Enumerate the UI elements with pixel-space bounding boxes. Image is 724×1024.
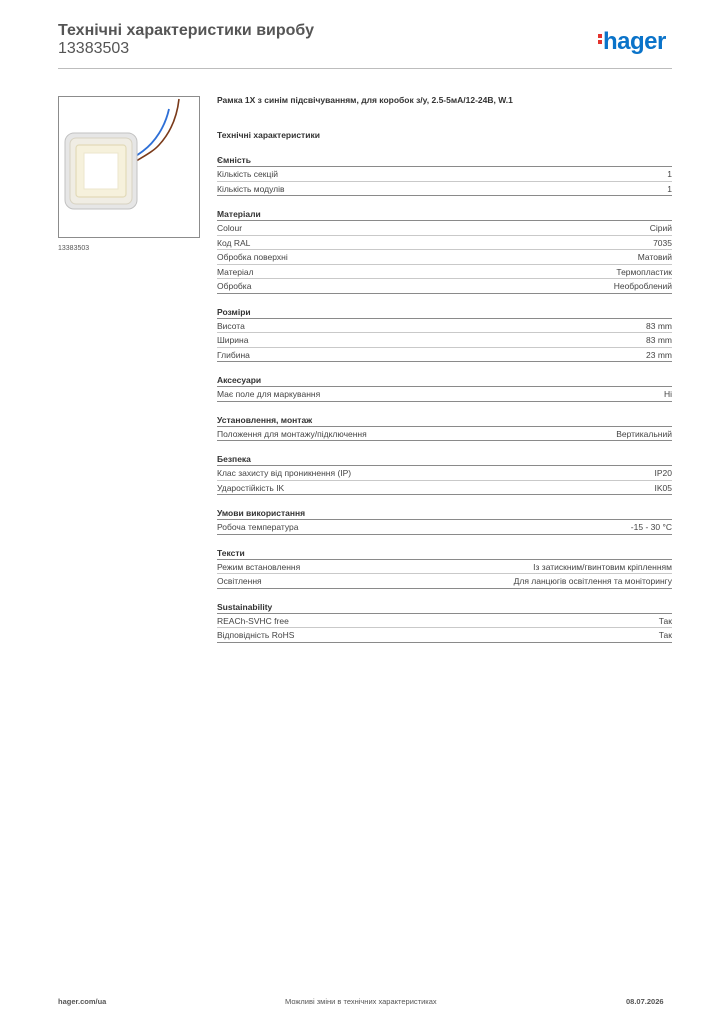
- section-title: Установлення, монтаж: [217, 415, 672, 427]
- spec-row: [217, 481, 672, 496]
- spec-label: Висота: [217, 320, 245, 331]
- spec-value: Так: [658, 615, 672, 626]
- spec-value: 83 mm: [646, 335, 672, 345]
- page-title: Технічні характеристики виробу: [58, 22, 314, 39]
- spec-label: Обробка поверхні: [217, 252, 288, 262]
- spec-label: Освітлення: [217, 576, 262, 586]
- spec-label: Кількість модулів: [217, 183, 285, 194]
- section-title: Розміри: [217, 307, 672, 319]
- spec-row: [217, 466, 672, 481]
- footer-disclaimer: Можливі зміни в технічних характеристиках: [285, 997, 437, 1006]
- spec-label: Ширина: [217, 335, 249, 345]
- image-caption: 13383503: [58, 245, 90, 252]
- switch-frame-illustration-icon: [59, 97, 199, 237]
- section-title: Умови використання: [217, 508, 672, 520]
- spec-row: [217, 628, 672, 643]
- spec-row: [217, 560, 672, 575]
- product-title: Рамка 1Х з синім підсвічуванням, для коробок з/у, 2.5-5мА/12-24В, W.1: [217, 95, 513, 105]
- spec-value: 1: [667, 183, 672, 194]
- spec-content: [217, 95, 672, 643]
- spec-row: [217, 167, 672, 182]
- logo-dots-icon: [598, 32, 602, 46]
- spec-value: Так: [658, 630, 672, 640]
- product-code: 13383503: [58, 40, 130, 57]
- spec-value: Для ланцюгів освітлення та моніторингу: [513, 576, 672, 586]
- header-divider: [58, 68, 672, 69]
- section-title: Тексти: [217, 548, 672, 560]
- spec-section: [217, 155, 672, 196]
- spec-row: [217, 348, 672, 363]
- spec-row: [217, 520, 672, 535]
- spec-value: Необроблений: [613, 281, 672, 291]
- spec-label: Відповідність RoHS: [217, 630, 295, 640]
- spec-label: Кількість секцій: [217, 169, 278, 179]
- tech-specs-heading: Технічні характеристики: [217, 130, 320, 140]
- spec-value: Ні: [663, 389, 672, 399]
- spec-sections: [217, 155, 672, 643]
- spec-value: 23 mm: [646, 349, 672, 360]
- spec-value: 1: [667, 169, 672, 179]
- footer-website[interactable]: hager.com/ua: [58, 997, 107, 1006]
- product-image: [58, 96, 200, 238]
- spec-section: [217, 415, 672, 442]
- section-title: Безпека: [217, 454, 672, 466]
- spec-row: [217, 221, 672, 236]
- spec-label: Робоча температура: [217, 522, 299, 532]
- spec-label: Код RAL: [217, 237, 251, 248]
- spec-section: [217, 508, 672, 535]
- spec-section: [217, 307, 672, 363]
- spec-value: IK05: [654, 482, 672, 493]
- spec-label: Має поле для маркування: [217, 389, 321, 399]
- section-title: Матеріали: [217, 209, 672, 221]
- spec-row: [217, 427, 672, 442]
- spec-label: Клас захисту від проникнення (IP): [217, 468, 352, 478]
- spec-label: Ударостійкість IK: [217, 482, 285, 493]
- spec-label: Обробка: [217, 281, 252, 291]
- spec-value: Сірий: [649, 223, 672, 233]
- footer-date: 08.07.2026: [626, 997, 664, 1006]
- spec-label: Глибина: [217, 349, 250, 360]
- spec-value: Матовий: [637, 252, 672, 262]
- spec-label: Матеріал: [217, 266, 254, 277]
- spec-row: [217, 333, 672, 348]
- spec-row: [217, 265, 672, 280]
- spec-value: 7035: [653, 237, 672, 248]
- spec-value: Термопластик: [616, 266, 672, 277]
- spec-value: Вертикальний: [616, 428, 672, 439]
- section-title: Аксесуари: [217, 375, 672, 387]
- spec-value: Із затискним/гвинтовим кріпленням: [533, 561, 672, 572]
- section-title: Ємність: [217, 155, 672, 167]
- spec-row: [217, 574, 672, 589]
- spec-value: -15 - 30 °C: [630, 522, 672, 532]
- spec-row: [217, 614, 672, 629]
- spec-row: [217, 236, 672, 251]
- spec-label: Colour: [217, 223, 243, 233]
- spec-section: [217, 548, 672, 589]
- spec-value: IP20: [654, 468, 672, 478]
- spec-row: [217, 182, 672, 197]
- hager-logo: [598, 30, 666, 54]
- spec-row: [217, 250, 672, 265]
- spec-label: Режим встановлення: [217, 561, 301, 572]
- spec-section: [217, 602, 672, 643]
- spec-row: [217, 319, 672, 334]
- spec-section: [217, 375, 672, 402]
- section-title: Sustainability: [217, 602, 672, 614]
- logo-text: hager: [603, 28, 666, 55]
- spec-label: REACh-SVHC free: [217, 615, 289, 626]
- spec-section: [217, 209, 672, 294]
- spec-row: [217, 387, 672, 402]
- spec-value: 83 mm: [646, 320, 672, 331]
- spec-section: [217, 454, 672, 495]
- spec-label: Положення для монтажу/підключення: [217, 428, 367, 439]
- spec-row: [217, 279, 672, 294]
